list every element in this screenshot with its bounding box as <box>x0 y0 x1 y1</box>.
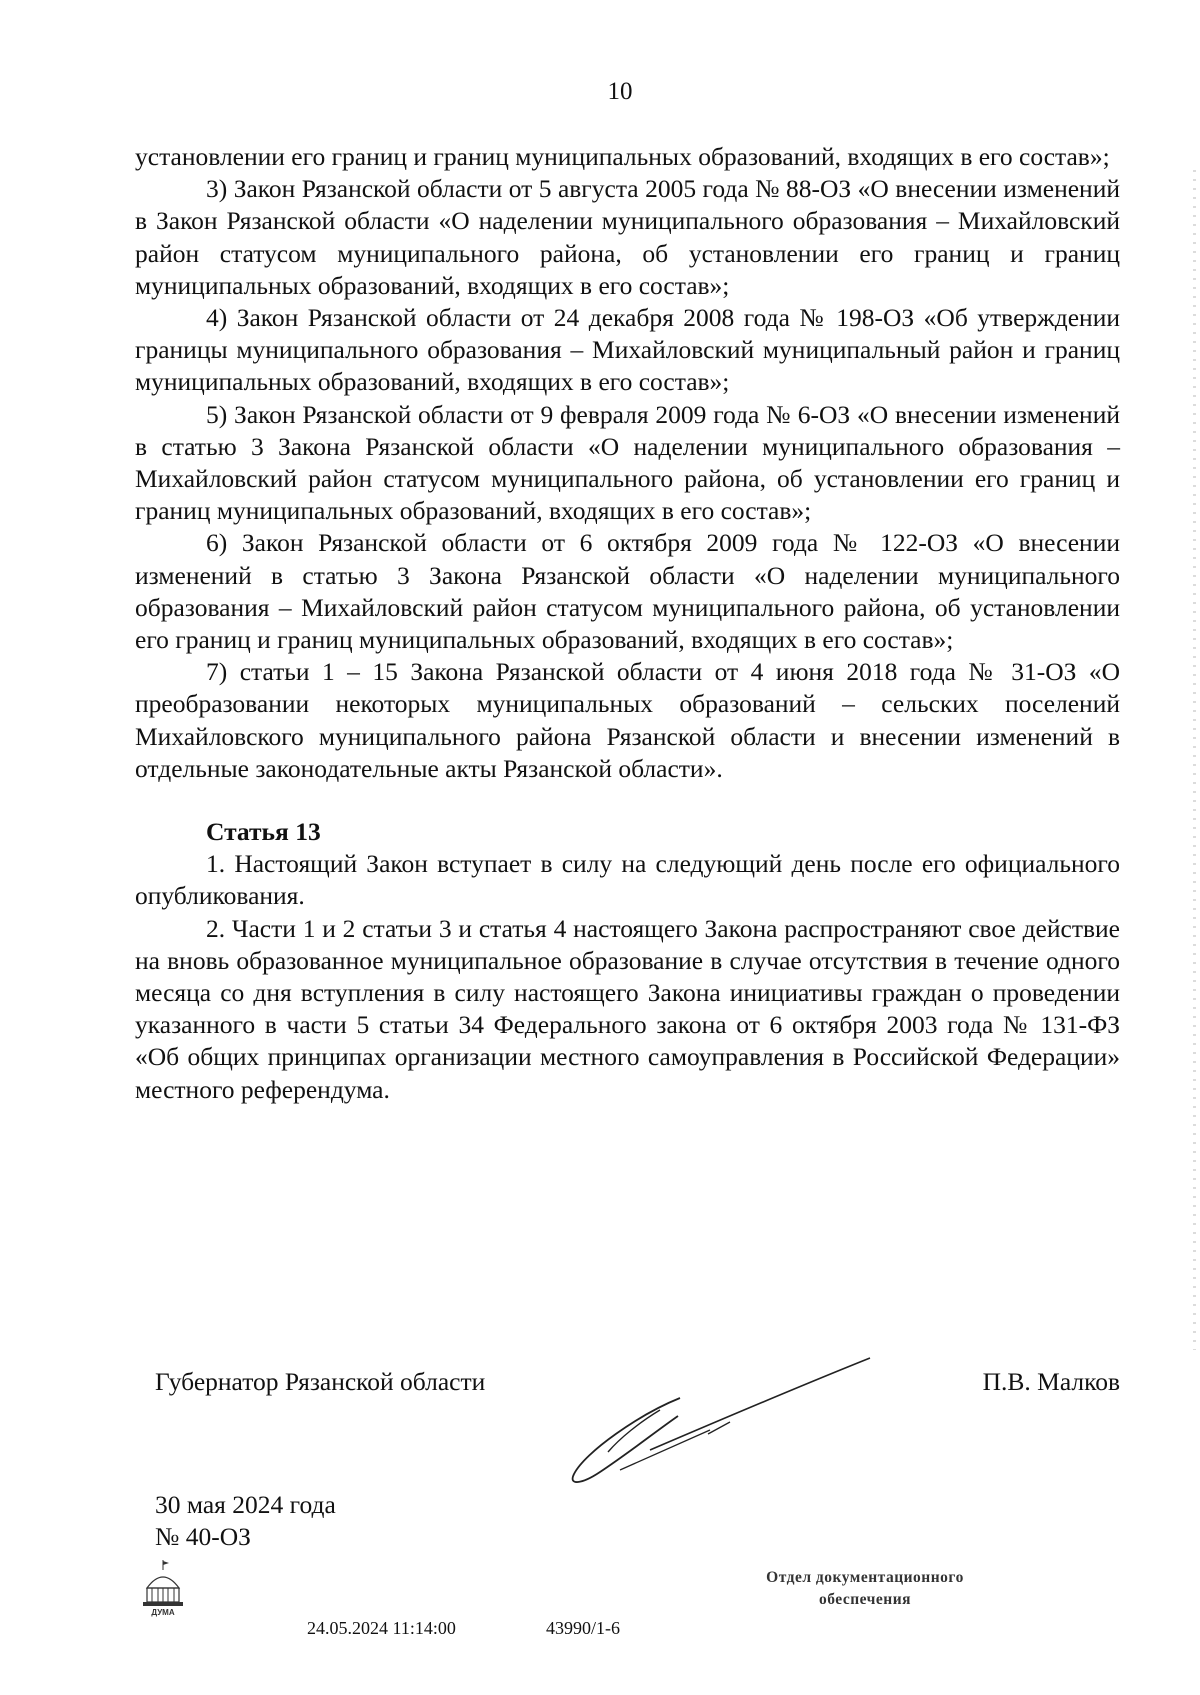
list-item-6: 6) Закон Рязанской области от 6 октября 2009 года № 122-ОЗ «О внесении изменений в статью 3 Закона Рязанской области «О наделении муниципального образования – Михайловский район статусом муниципального района, об установлении его границ и границ муниципальных образований, входящих в его состав»; <box>135 528 1120 655</box>
list-item-3: 3) Закон Рязанской области от 5 августа 2005 года № 88-ОЗ «О внесении изменений в Закон Рязанской области «О наделении муниципального образования – Михайловский район статусом муниципального района, об установлении его границ и границ муниципальных образований, входящих в его состав»; <box>135 174 1120 300</box>
footer-timestamp: 24.05.2024 11:14:00 <box>307 1618 456 1638</box>
footer-reg-number: 43990/1-6 <box>546 1618 620 1638</box>
article-paragraph-1: 1. Настоящий Закон вступает в силу на следующий день после его официального опубликования. <box>135 849 1120 911</box>
list-item-7: 7) статьи 1 – 15 Закона Рязанской области от 4 июня 2018 года № 31-ОЗ «О преобразовании некоторых муниципальных образований – сельских поселений Михайловского муниципального района Рязанской области и внесении изменений в отдельные законодательные акты Рязанской области». <box>135 657 1120 783</box>
law-number: № 40-ОЗ <box>155 1522 251 1551</box>
department-stamp <box>720 1567 1010 1611</box>
list-item-4: 4) Закон Рязанской области от 24 декабря 2008 года № 198-ОЗ «Об утверждении границы муниципального образования – Михайловский муниципальный район и границ муниципальных образований, входящих в его состав»; <box>135 303 1120 397</box>
page-number: 10 <box>607 78 633 105</box>
signing-date: 30 мая 2024 года <box>155 1490 336 1519</box>
article-heading: Статья 13 <box>206 817 321 847</box>
list-item-5: 5) Закон Рязанской области от 9 февраля 2009 года № 6-ОЗ «О внесении изменений в статью 3 Закона Рязанской области «О наделении муниципального образования – Михайловский район статусом муниципального района, об установлении его границ и границ муниципальных образований, входящих в его состав»; <box>135 399 1120 526</box>
handwritten-signature <box>560 1352 880 1492</box>
signatory-title: Губернатор Рязанской области <box>155 1367 486 1396</box>
scan-edge-mark <box>1193 170 1196 1350</box>
date-block <box>155 1489 336 1553</box>
document-body <box>135 141 1120 1106</box>
article-paragraph-2: 2. Части 1 и 2 статьи 3 и статья 4 настоящего Закона распространяют свое действие на вновь образованное муниципальное образование в случае отсутствия в течение одного месяца со дня вступления в силу настоящего Закона инициативы граждан о проведении указанного в части 5 статьи 34 Федерального закона от 6 октября 2003 года № 131-ФЗ «Об общих принципах организации местного самоуправления в Российской Федерации» местного референдума. <box>135 913 1120 1104</box>
duma-emblem-icon <box>139 1558 187 1618</box>
stamp-line-2: обеспечения <box>818 1591 912 1608</box>
emblem-text: ДУМА <box>151 1608 175 1617</box>
signatory-name: П.В. Малков <box>982 1367 1120 1396</box>
paragraph-continuation: установлении его границ и границ муниципальных образований, входящих в его состав»; <box>135 142 1110 171</box>
stamp-line-1: Отдел документационного <box>766 1569 964 1586</box>
